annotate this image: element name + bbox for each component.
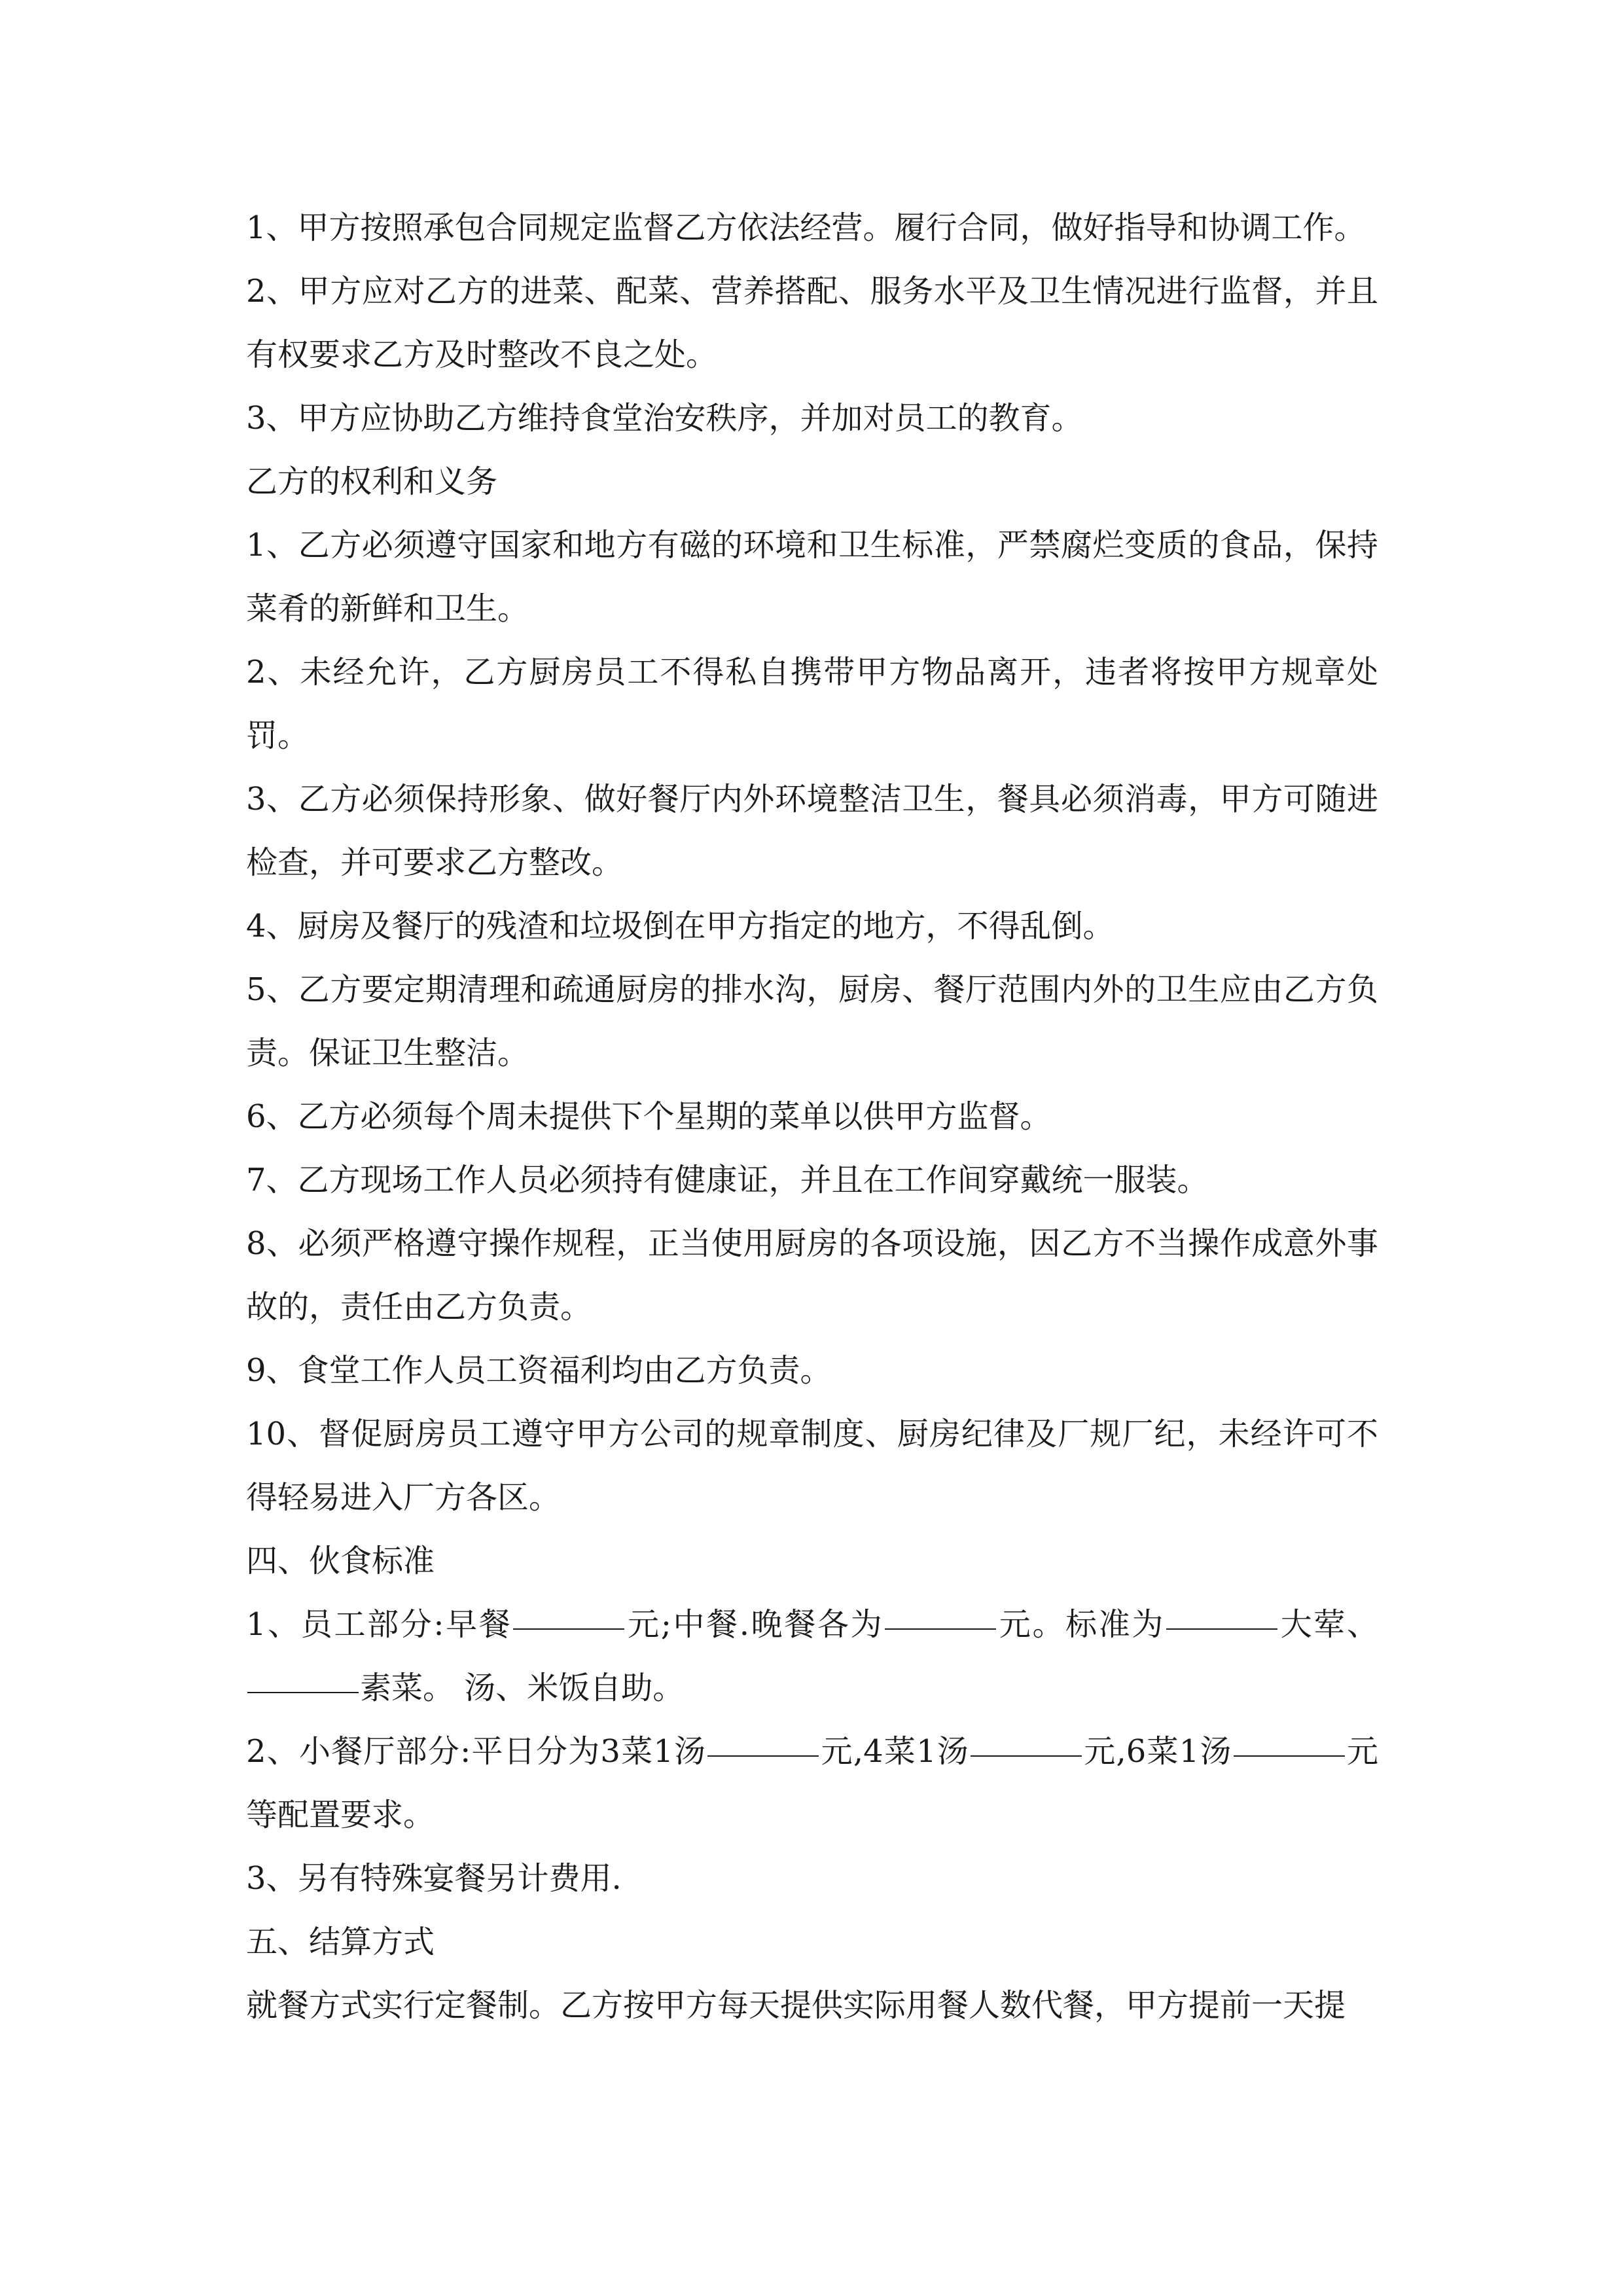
fill-blank-breakfast-price — [513, 1628, 624, 1630]
paragraph-a2: 2、甲方应对乙方的进菜、配菜、营养搭配、服务水平及卫生情况进行监督，并且有权要求乙方及时整改不良之处。 — [246, 273, 1378, 373]
fill-blank-vegetable-dishes — [247, 1691, 359, 1693]
c1-text-4: 大荤、 — [1279, 1606, 1378, 1643]
fill-blank-4-dish-price — [971, 1755, 1082, 1757]
paragraph-b3: 3、乙方必须保持形象、做好餐厅内外环境整洁卫生，餐具必须消毒，甲方可随进检查，并可要求乙方整改。 — [246, 781, 1378, 881]
paragraph-b8: 8、必须严格遵守操作规程，正当使用厨房的各项设施，因乙方不当操作成意外事故的，责任由乙方负责。 — [246, 1225, 1378, 1325]
paragraph-b2: 2、未经允许，乙方厨房员工不得私自携带甲方物品离开，违者将按甲方规章处罚。 — [246, 654, 1378, 754]
section-heading-settlement: 五、结算方式 — [246, 1924, 435, 1960]
c1-text-5: 素菜。 汤、米饭自助。 — [360, 1670, 685, 1706]
paragraph-c1 — [246, 1593, 1378, 1720]
paragraph-b7: 7、乙方现场工作人员必须持有健康证，并且在工作间穿戴统一服装。 — [246, 1162, 1209, 1198]
paragraph-b6: 6、乙方必须每个周未提供下个星期的菜单以供甲方监督。 — [246, 1098, 1052, 1135]
paragraph-b1: 1、乙方必须遵守国家和地方有磁的环境和卫生标准，严禁腐烂变质的食品，保持菜肴的新鲜和卫生。 — [246, 527, 1378, 627]
document-body — [246, 196, 1378, 2037]
c2-text-3: 元,6菜1汤 — [1083, 1733, 1232, 1770]
paragraph-b10: 10、督促厨房员工遵守甲方公司的规章制度、厨房纪律及厂规厂纪，未经许可不得轻易进入厂方各区。 — [246, 1416, 1378, 1516]
fill-blank-6-dish-price — [1234, 1755, 1345, 1757]
paragraph-c2 — [246, 1720, 1378, 1847]
c2-text-4: 元等配置要求。 — [246, 1733, 1378, 1833]
paragraph-d1: 就餐方式实行定餐制。乙方按甲方每天提供实际用餐人数代餐，甲方提前一天提 — [246, 1987, 1346, 2024]
paragraph-a3: 3、甲方应协助乙方维持食堂治安秩序，并加对员工的教育。 — [246, 400, 1083, 437]
paragraph-b5: 5、乙方要定期清理和疏通厨房的排水沟，厨房、餐厅范围内外的卫生应由乙方负责。保证卫生整洁。 — [246, 971, 1378, 1071]
c2-text-1: 2、小餐厅部分:平日分为3菜1汤 — [246, 1733, 707, 1770]
paragraph-b4: 4、厨房及餐厅的残渣和垃圾倒在甲方指定的地方，不得乱倒。 — [246, 908, 1115, 944]
c1-text-2: 元;中餐.晚餐各为 — [626, 1606, 884, 1643]
c1-text-3: 元。标准为 — [997, 1606, 1166, 1643]
paragraph-a1: 1、甲方按照承包合同规定监督乙方依法经营。履行合同，做好指导和协调工作。 — [246, 209, 1366, 246]
paragraph-c3: 3、另有特殊宴餐另计费用. — [246, 1860, 622, 1897]
fill-blank-3-dish-price — [707, 1755, 819, 1757]
section-heading-party-b-rights: 乙方的权利和义务 — [246, 463, 498, 500]
c2-text-2: 元,4菜1汤 — [820, 1733, 970, 1770]
paragraph-b9: 9、食堂工作人员工资福利均由乙方负责。 — [246, 1352, 832, 1389]
fill-blank-lunch-dinner-price — [885, 1628, 996, 1630]
c1-text-1: 1、员工部分:早餐 — [246, 1606, 512, 1643]
section-heading-meal-standard: 四、伙食标准 — [246, 1543, 435, 1579]
fill-blank-meat-dishes — [1166, 1628, 1277, 1630]
